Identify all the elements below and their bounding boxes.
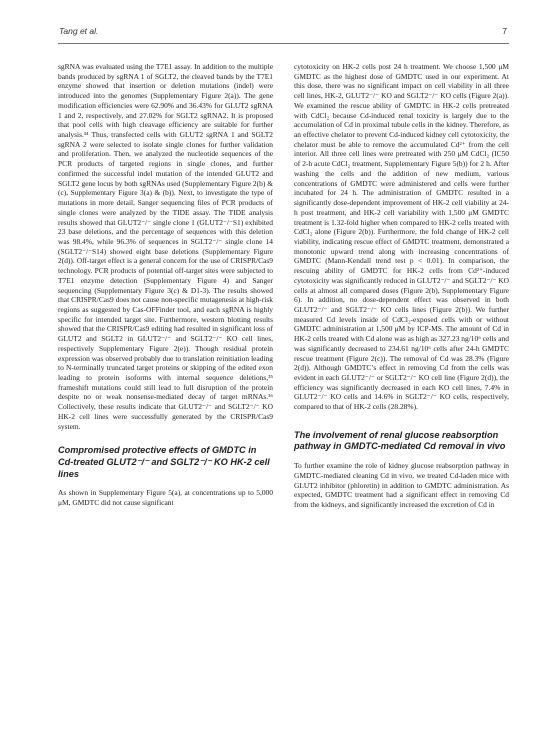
section-heading-cd-treated: Compromised protective effects of GMDTC in Cd-treated GLUT2⁻/⁻ and SGLT2⁻/⁻ KO HK-2 cell lines <box>58 445 270 479</box>
left-paragraph-2: As shown in Supplementary Figure 5(a), at concentrations up to 5,000 μM, GMDTC did not cause significant <box>58 488 273 507</box>
right-column <box>294 62 509 510</box>
page-number: 7 <box>502 26 507 36</box>
body-columns <box>58 62 509 510</box>
right-paragraph-2: To further examine the role of kidney glucose reabsorption pathway in GMDTC-mediated cleaning Cd in vivo, we treated Cd-laden mice with GLUT2 inhibitor (phloretin) in addition to GMDTC administration. As expected, GMDTC treatment had a significant effect in removing Cd from the kidneys, and significantly increased the excretion of Cd in <box>294 461 509 509</box>
header-rule <box>58 43 509 44</box>
right-paragraph-1: cytotoxicity on HK-2 cells post 24 h treatment. We choose 1,500 μM GMDTC as the highest dose of GMDTC used in our experiment. At this dose, there was no significant impact on cell viability in all three cell lines, HK-2, GLUT2⁻/⁻ KO and SGLT2⁻/⁻ KO cells (Figure 2(a)). We examined the rescue ability of GMDTC in HK-2 cells pretreated with CdCl₂ because Cd-induced renal toxicity is largely due to the accumulation of Cd in proximal tubule cells in the kidney. Therefore, as an effective chelator to prevent Cd-induced kidney cell cytotoxicity, the chelator must be able to remove the accumulated Cd²⁺ from the cell interior. All three cell lines were pretreated with 250 μM CdCl₂ (IC50 of 2-h acute CdCl₂ treatment, Supplementary Figure 5(b)) for 2 h. After washing the cells and the addition of new medium, various concentrations of GMDTC were administered and cells were further incubated for 24 h. The administration of GMDTC resulted in a significantly dose-dependent improvement of HK-2 cell viability at 24-h post treatment, and HK-2 cell variability with 1,500 μM GMDTC treatment is 1.32-fold higher when compared to HK-2 cells treated with CdCl₂ alone (Figure 2(b)). Furthermore, the fold change of HK-2 cell viability, indicating rescue effect of GMDTC treatment, demonstrated a monotonic upward trend along with increasing concentrations of GMDTC (Mann-Kendall trend test p < 0.01). In comparison, the rescuing ability of GMDTC for HK-2 cells from Cd²⁺-induced cytotoxicity was significantly reduced in GLUT2⁻/⁻ and SGLT2⁻/⁻ KO cells at almost all compared doses (Figure 2(b), Supplementary Figure 6). In addition, no dose-dependent effect was observed in both GLUT2⁻/⁻ and SGLT2⁻/⁻ KO cells lines (Figure 2(b)). We further measured Cd levels inside of CdCl₂-exposed cells with or without GMDTC administration at 1,500 μM by ICP-MS. The amount of Cd in HK-2 cells treated with Cd alone was as high as 327.23 ng/10⁶ cells and was significantly decreased to 234.61 ng/10⁶ cells after 24-h GMDTC rescue treatment (Figure 2(c)). The removal of Cd was 28.3% (Figure 2(d)). Although GMDTC’s effect in removing Cd from the cells was evident in each GLUT2⁻/⁻ or SGLT2⁻/⁻ KO cell line (Figure 2(d)), the efficiency was significantly decreased in each KO cell lines, 7.4% in GLUT2⁻/⁻ KO cells and 14.6% in SGLT2⁻/⁻ KO cells, respectively, compared to that of HK-2 cells (28.28%). <box>294 62 509 412</box>
left-paragraph-1: sgRNA was evaluated using the T7E1 assay. In addition to the multiple bands produced by sgRNA 1 of SGLT2, the cleaved bands by the T7E1 enzyme showed that insertion or deletion mutations (indel) were introduced into the genomes (Supplementary Figure 2(a)). The gene modification efficiencies were 62.90% and 36.43% for GLUT2 sgRNA 1 and 2, respectively, and 27.02% for SGLT2 sgRNA2. It is proposed that pool cells with high cleavage efficiency are suitable for further analysis.³⁴ Thus, transfected cells with GLUT2 sgRNA 1 and SGLT2 sgRNA 2 were selected to isolate single clones for further validation and proliferation. Then, we analyzed the nucleotide sequences of the PCR products of targeted regions in single clones, and further confirmed the successful indel mutation of the intended GLUT2 and SGLT2 gene locus by both sgRNAs used (Supplementary Figure 2(b) & (c), Supplementary Figure 3(a) & (b)). Next, to investigate the type of mutations in more detail, Sanger sequencing files of PCR products of single clones were analyzed by the TIDE assay. The TIDE analysis results showed that GLUT2⁻/⁻ single clone 1 (GLUT2⁻/⁻S1) exhibited 23 base deletions, and the percentage of sequences with this deletion was 98.4%, while 96.3% of sequences in SGLT2⁻/⁻ single clone 14 (SGLT2⁻/⁻S14) showed eight base deletions (Supplementary Figure 2(d)). Off-target effect is a general concern for the use of CRISPR/Cas9 technology. PCR products of potential off-target sites were subjected to T7E1 enzyme detection (Supplementary Figure 4) and Sanger sequencing (Supplementary Figure 3(c) & D1-3). The results showed that CRISPR/Cas9 does not cause non-specific mutagenesis at high-risk regions as suggested by Cas-OFFinder tool, and each sgRNA is highly specific for intended target site. Furthermore, western blotting results showed that the CRISPR/Cas9 editing had resulted in significant loss of GLUT2 and SGLT2 in GLUT2⁻/⁻ and SGLT2⁻/⁻ KO cell lines, respectively Supplementary Figure 2(e)). Though residual protein expression was observed probably due to translation reinitiation leading to N-terminally truncated target proteins or skipping of the edited exon leading to protein isoforms with internal sequence deletions,³⁵ frameshift mutations could still lead to full disruption of the protein despite no or weak nonsense-mediated decay of target mRNAs.³⁶ Collectively, these results indicate that GLUT2⁻/⁻ and SGLT2⁻/⁻ KO HK-2 cell lines were successfully generated by the CRISPR/Cas9 system. <box>58 62 273 431</box>
section-heading-glucose-reabsorption: The involvement of renal glucose reabsorption pathway in GMDTC-mediated Cd removal in vivo <box>294 429 506 452</box>
left-column <box>58 62 273 510</box>
running-head: Tang et al. <box>59 26 99 36</box>
